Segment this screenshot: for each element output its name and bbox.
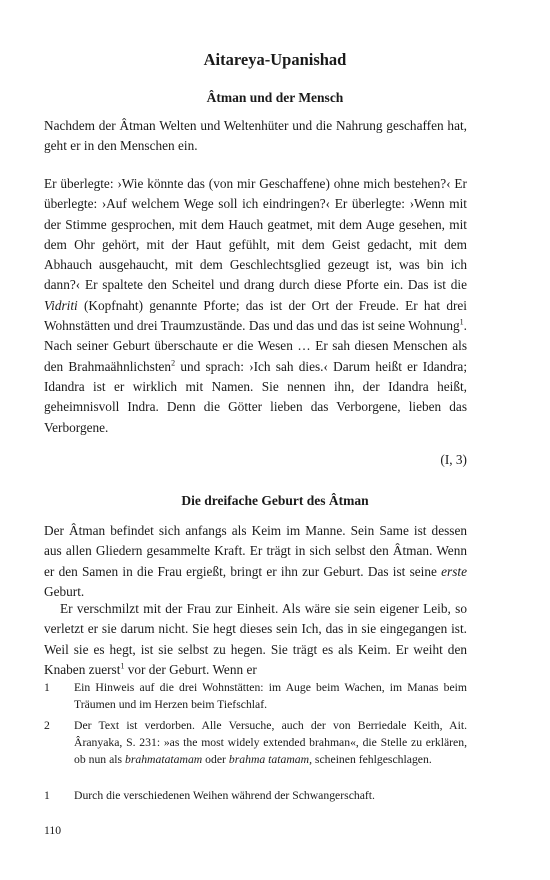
footnote-text: Durch die verschiedenen Weihen während der Schwangerschaft. (74, 789, 375, 802)
section-heading-atman-und-mensch: Âtman und der Mensch (206, 90, 344, 105)
page-number: 110 (44, 824, 62, 837)
paragraph-text: Er verschmilzt mit der Frau zur Einheit. Als wäre sie sein eigener Leib, so verletzt er sie darum nicht. Sie hegt dieses sein Ich, das in sie eingegangen ist. Weil sie es hegt, ist sie selbst zu hegen. Sie trägt es als Keim. Er weiht den Knaben zuerst (44, 601, 467, 677)
term-brahma-tatamam: brahma tatamam, (228, 752, 312, 766)
paragraph-geburt-1 (44, 521, 467, 602)
footnote-number: 2 (44, 719, 50, 732)
page-title: Aitareya-Upanishad (203, 50, 347, 69)
section-heading-dreifache-geburt: Die dreifache Geburt des Âtman (181, 493, 369, 508)
paragraph-text: (Kopfnaht) genannte Pforte; das ist der Ort der Freude. Er hat drei Wohnstätten und drei Traumzustände. Das und das und das ist seine Wohnung (44, 297, 467, 334)
paragraph-text: . Nach seiner Geburt überschaute er die Wesen … Er sah diesen Menschen als den Brahmaähnlichsten (44, 318, 467, 374)
footnote-ref-1: 1 (120, 661, 125, 671)
term-brahmatatamam: brahmatatamam (124, 752, 203, 766)
footnote-text-part: Der Text ist verdorben. Alle Versuche, auch der von Berriedale Keith, Ait. Âranyaka, S. 231: »as the most widely extended brahman«, die Stelle zu erklären, ob nun als (74, 719, 467, 766)
footnote-number: 1 (44, 789, 50, 802)
footnote-ref-1: 1 (459, 317, 464, 327)
footnote-ref-2: 2 (171, 358, 176, 368)
paragraph-text: Er überlegte: ›Wie könnte das (von mir Geschaffene) ohne mich bestehen?‹ Er überlegte: ›Auf welchem Wege soll ich eindringen?‹ Er überlegte: ›Wenn mit der Stimme gesprochen, mit dem Hauch geatmet, mit dem Auge gesehen, mit dem Ohr gehört, mit der Haut gefühlt, mit dem Geist gedacht, mit dem Abhauch ausgehaucht, mit dem Geschlechtsglied gezeugt ist, was bin ich dann?‹ Er spaltete den Scheitel und drang durch diese Pforte ein. Das ist die (44, 176, 467, 293)
emphasis-erste: erste (441, 563, 467, 579)
term-vidriti: Vidriti (44, 297, 78, 313)
paragraph-intro (44, 116, 467, 157)
footnote-text (74, 718, 467, 768)
footnote-text-part: scheinen fehlgeschlagen. (312, 752, 432, 766)
footnote-3 (44, 788, 467, 805)
footnote-1 (44, 680, 467, 714)
paragraph-main (44, 174, 467, 438)
footnote-2 (44, 718, 467, 768)
paragraph-text: Nachdem der Âtman Welten und Weltenhüter und die Nahrung geschaffen hat, geht er in den Menschen ein. (44, 118, 467, 154)
verse-reference: (I, 3) (440, 452, 467, 467)
paragraph-text: Der Âtman befindet sich anfangs als Keim im Manne. Sein Same ist dessen aus allen Gliedern gesammelte Kraft. Er trägt in sich selbst den Âtman. Wenn er den Samen in die Frau ergießt, bringt er ihn zur Geburt. Das ist seine (44, 523, 467, 579)
paragraph-text: Geburt. (44, 583, 85, 599)
footnote-text-part: oder (202, 752, 229, 766)
paragraph-text: und sprach: ›Ich sah dies.‹ Darum heißt er Idandra; Idandra ist er wirklich mit Namen. Sie nennen ihn, der Idandra heißt, geheimnisvoll Indra. Denn die Götter lieben das Verborgene, lieben das Verborgene. (44, 358, 468, 435)
footnote-text: Ein Hinweis auf die drei Wohnstätten: im Auge beim Wachen, im Manas beim Träumen und im Herzen beim Tiefschlaf. (74, 681, 467, 711)
paragraph-geburt-2 (44, 599, 467, 680)
paragraph-text: vor der Geburt. Wenn er (124, 661, 257, 677)
footnote-number: 1 (44, 681, 50, 694)
